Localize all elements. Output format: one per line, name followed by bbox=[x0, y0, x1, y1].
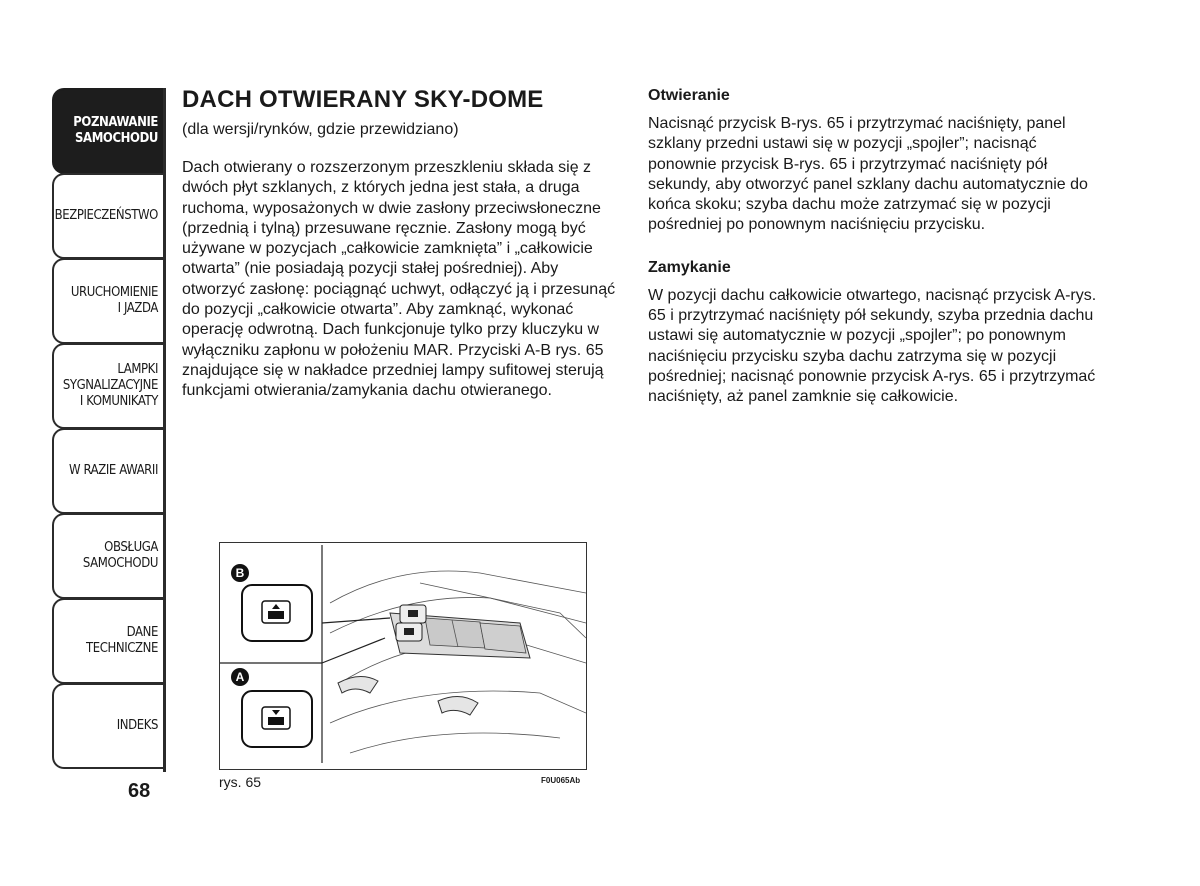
handle-left bbox=[338, 676, 378, 693]
tabs-divider bbox=[163, 88, 166, 772]
label-b-text: B bbox=[235, 566, 245, 580]
figure-caption: rys. 65 bbox=[219, 774, 262, 790]
button-a-detail bbox=[242, 691, 312, 747]
section-body: Dach otwierany o rozszerzonym przeszkleniu składa się z dwóch płyt szklanych, z których jedna jest stała, a druga ruchoma, wyposażonych w dwie zasłony przeciwsłoneczne (przednią i tylną) przesuwane ręcznie. Zasłony mogą być używane w pozycjach „całkowicie zamknięta” i „całkowicie otwarta” (nie posiadają pozycji stałej pośredniej). Aby otworzyć zasłonę: pociągnąć uchwyt, odłączyć ją i przesunąć do pozycji „całkowicie otwarta”. Aby zamknąć, wykonać operację odwrotną. Dach funkcjonuje tylko przy kluczyku w wyłączniku zapłonu w położeniu MAR. Przyciski A-B rys. 65 znajdujące się w nakładce przedniej lampy sufitowej sterują funkcjami otwierania/zamykania dachu otwieranego. bbox=[182, 159, 616, 400]
opening-text: Nacisnąć przycisk B-rys. 65 i przytrzymać naciśnięty, panel szklany przedni ustawi się w pozycji „spojler”; nacisnąć ponownie przycisk B-rys. 65 i przytrzymać naciśnięty pół sekundy, aby otworzyć panel szklany dachu automatycznie do końca skoku; szyba dachu może zatrzymać się w pozycji pośredniej po ponownym naciśnięciu przycisku. bbox=[648, 115, 1088, 234]
tab-lampki-sygnalizacyjne[interactable]: LAMPKI SYGNALIZACYJNE I KOMUNIKATY bbox=[52, 343, 166, 429]
closing-text: W pozycji dachu całkowicie otwartego, nacisnąć przycisk A-rys. 65 i przytrzymać naciśnięty pół sekundy, szyba przednia dachu ustawi się automatycznie w pozycji „spojler”; po ponownym naciśnięciu przycisku szyba dachu zatrzyma się w pozycji pośredniej; nacisnąć ponownie przycisk A-rys. 65 i przytrzymać naciśnięty, aż panel zamknie się całkowicie. bbox=[648, 286, 1097, 406]
section-subtitle: (dla wersji/rynków, gdzie przewidziano) bbox=[182, 121, 459, 138]
figure-roof-controls bbox=[219, 542, 587, 770]
handle-right bbox=[438, 696, 478, 715]
headliner-lines bbox=[330, 571, 586, 753]
label-a-text: A bbox=[235, 670, 245, 684]
right-column bbox=[648, 86, 1098, 408]
tab-obsluga-samochodu[interactable]: OBSŁUGA SAMOCHODU bbox=[52, 513, 166, 599]
button-b-detail bbox=[242, 585, 312, 641]
left-column bbox=[182, 86, 622, 402]
section-title: DACH OTWIERANY SKY-DOME bbox=[182, 86, 544, 113]
opening-heading: Otwieranie bbox=[648, 87, 730, 104]
tab-dane-techniczne[interactable]: DANE TECHNICZNE bbox=[52, 598, 166, 684]
page-number: 68 bbox=[128, 780, 151, 802]
console-buttons bbox=[396, 605, 426, 641]
tab-uruchomienie-i-jazda[interactable]: URUCHOMIENIE I JAZDA bbox=[52, 258, 166, 344]
closing-heading: Zamykanie bbox=[648, 258, 731, 276]
chapter-tabs bbox=[52, 88, 166, 768]
tab-bezpieczenstwo[interactable]: BEZPIECZEŃSTWO bbox=[52, 173, 166, 259]
tab-poznawanie-samochodu[interactable]: POZNAWANIE SAMOCHODU bbox=[52, 88, 166, 174]
tab-indeks[interactable]: INDEKS bbox=[52, 683, 166, 769]
roof-console-illustration bbox=[220, 543, 586, 769]
figure-code: F0U065Ab bbox=[541, 776, 581, 785]
tab-w-razie-awarii[interactable]: W RAZIE AWARII bbox=[52, 428, 166, 514]
